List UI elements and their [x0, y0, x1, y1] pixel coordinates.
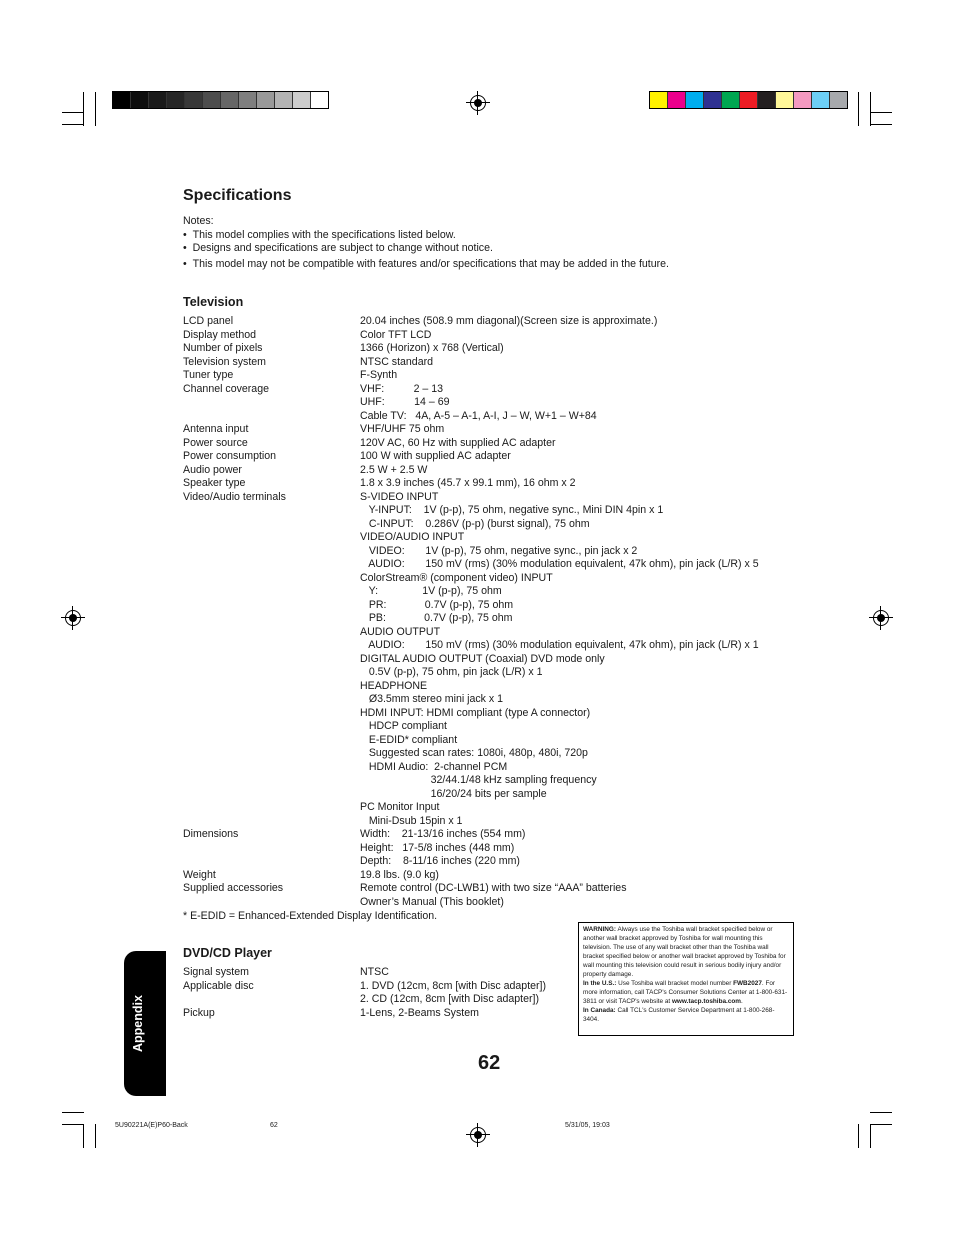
spec-value: 1.8 x 3.9 inches (45.7 x 99.1 mm), 16 ohm x 2: [360, 477, 576, 489]
spec-value: UHF: 14 – 69: [360, 396, 450, 408]
spec-label: Tuner type: [183, 369, 234, 381]
spec-value: Remote control (DC-LWB1) with two size “AAA” batteries: [360, 882, 627, 894]
spec-label: Applicable disc: [183, 979, 254, 992]
spec-value: Color TFT LCD: [360, 328, 432, 341]
footer-page: 62: [270, 1122, 278, 1129]
spec-label: Power source: [183, 436, 248, 449]
spec-value: Ø3.5mm stereo mini jack x 1: [360, 693, 504, 705]
spec-value: Width: 21-13/16 inches (554 mm): [360, 828, 526, 840]
spec-value: 16/20/24 bits per sample: [360, 787, 547, 800]
registration-mark-icon: [470, 95, 486, 111]
spec-value: AUDIO: 150 mV (rms) (30% modulation equivalent, 47k ohm), pin jack (L/R) x 5: [360, 558, 759, 570]
spec-value: 20.04 inches (508.9 mm diagonal)(Screen size is approximate.): [360, 315, 658, 327]
process-color-bar: [649, 91, 848, 109]
footer-file-name: 5U90221A(E)P60-Back: [115, 1122, 188, 1129]
spec-value: NTSC standard: [360, 355, 434, 368]
note-item: • This model complies with the specifications listed below.: [183, 229, 456, 241]
spec-label: Pickup: [183, 1006, 215, 1019]
spec-value: PR: 0.7V (p-p), 75 ohm: [360, 598, 514, 611]
spec-value: VIDEO/AUDIO INPUT: [360, 531, 465, 543]
spec-value: ColorStream® (component video) INPUT: [360, 571, 553, 584]
spec-value: C-INPUT: 0.286V (p-p) (burst signal), 75 ohm: [360, 517, 590, 530]
spec-value: 1-Lens, 2-Beams System: [360, 1006, 479, 1019]
spec-value: HDCP compliant: [360, 720, 447, 732]
spec-value: Y-INPUT: 1V (p-p), 75 ohm, negative sync., Mini DIN 4pin x 1: [360, 504, 664, 516]
spec-label: Supplied accessories: [183, 882, 284, 894]
spec-label: Weight: [183, 868, 216, 881]
spec-value: E-EDID* compliant: [360, 733, 458, 746]
spec-value: Owner’s Manual (This booklet): [360, 895, 504, 908]
spec-value: Depth: 8-11/16 inches (220 mm): [360, 855, 520, 867]
spec-value: F-Synth: [360, 369, 398, 381]
spec-value: 120V AC, 60 Hz with supplied AC adapter: [360, 436, 556, 449]
spec-label: Number of pixels: [183, 342, 263, 354]
spec-value: PC Monitor Input: [360, 801, 440, 813]
spec-value: Cable TV: 4A, A-5 – A-1, A-I, J – W, W+1 – W+84: [360, 409, 597, 422]
spec-label: Power consumption: [183, 450, 277, 462]
registration-mark-icon: [873, 610, 889, 626]
spec-value: 2.5 W + 2.5 W: [360, 463, 428, 476]
spec-value: Mini-Dsub 15pin x 1: [360, 814, 463, 827]
spec-value: 0.5V (p-p), 75 ohm, pin jack (L/R) x 1: [360, 666, 543, 678]
note-item: • Designs and specifications are subject to change without notice.: [183, 242, 493, 254]
page-title: Specifications: [183, 187, 292, 204]
spec-value: S-VIDEO INPUT: [360, 490, 439, 503]
spec-label: Dimensions: [183, 828, 239, 840]
spec-value: VHF/UHF 75 ohm: [360, 423, 445, 435]
spec-value: Height: 17-5/8 inches (448 mm): [360, 841, 515, 854]
footer-timestamp: 5/31/05, 19:03: [565, 1122, 610, 1129]
spec-label: Audio power: [183, 463, 242, 476]
page-number: 62: [478, 1052, 501, 1074]
footnote: * E-EDID = Enhanced-Extended Display Identification.: [183, 910, 438, 922]
registration-mark-icon: [470, 1127, 486, 1143]
registration-mark-icon: [65, 610, 81, 626]
note-item: • This model may not be compatible with features and/or specifications that may be added in the future.: [183, 258, 670, 270]
spec-label: Television system: [183, 355, 267, 368]
spec-value: NTSC: [360, 966, 389, 978]
dvd-heading: DVD/CD Player: [183, 946, 272, 960]
spec-value: Suggested scan rates: 1080i, 480p, 480i, 720p: [360, 747, 588, 759]
spec-value: HEADPHONE: [360, 679, 428, 692]
spec-value: AUDIO OUTPUT: [360, 625, 441, 638]
spec-value: 100 W with supplied AC adapter: [360, 450, 511, 462]
spec-label: Antenna input: [183, 423, 249, 435]
spec-value: AUDIO: 150 mV (rms) (30% modulation equivalent, 47k ohm), pin jack (L/R) x 1: [360, 639, 759, 651]
spec-value: HDMI INPUT: HDMI compliant (type A connector): [360, 706, 591, 719]
spec-value: Y: 1V (p-p), 75 ohm: [360, 585, 502, 597]
spec-value: HDMI Audio: 2-channel PCM: [360, 760, 508, 773]
spec-value: VIDEO: 1V (p-p), 75 ohm, negative sync., pin jack x 2: [360, 544, 638, 557]
spec-value: 2. CD (12cm, 8cm [with Disc adapter]): [360, 993, 539, 1005]
spec-label: Speaker type: [183, 477, 246, 489]
spec-value: PB: 0.7V (p-p), 75 ohm: [360, 612, 513, 624]
television-heading: Television: [183, 295, 244, 309]
spec-value: 1. DVD (12cm, 8cm [with Disc adapter]): [360, 979, 547, 992]
grayscale-color-bar: [112, 91, 329, 109]
spec-label: Channel coverage: [183, 382, 269, 395]
spec-value: 19.8 lbs. (9.0 kg): [360, 868, 439, 881]
notes-heading: Notes:: [183, 215, 214, 227]
appendix-tab-label: Appendix: [131, 995, 145, 1052]
spec-label: LCD panel: [183, 315, 234, 327]
spec-value: 1366 (Horizon) x 768 (Vertical): [360, 342, 504, 354]
spec-value: 32/44.1/48 kHz sampling frequency: [360, 774, 597, 786]
spec-label: Video/Audio terminals: [183, 490, 286, 503]
spec-value: DIGITAL AUDIO OUTPUT (Coaxial) DVD mode only: [360, 652, 605, 665]
spec-label: Display method: [183, 328, 257, 341]
spec-label: Signal system: [183, 966, 249, 978]
wall-bracket-warning-box: WARNING: Always use the Toshiba wall bracket specified below or another wall bracket approved by Toshiba for wall mounting this television. The use of any wall bracket other than the Toshiba wall bracket specified below or another wall bracket approved by Toshiba for wall mounting this television could result in serious bodily injury and/or property damage. In the U.S.: Use Toshiba wall bracket model number FWB2027. For more information, call TACP's Consumer Solutions Center at 1-800-631-3811 or visit TACP's website at www.tacp.toshiba.com. In Canada: Call TCL's Customer Service Department at 1-800-268-3404.: [578, 922, 794, 1036]
spec-value: VHF: 2 – 13: [360, 382, 444, 395]
